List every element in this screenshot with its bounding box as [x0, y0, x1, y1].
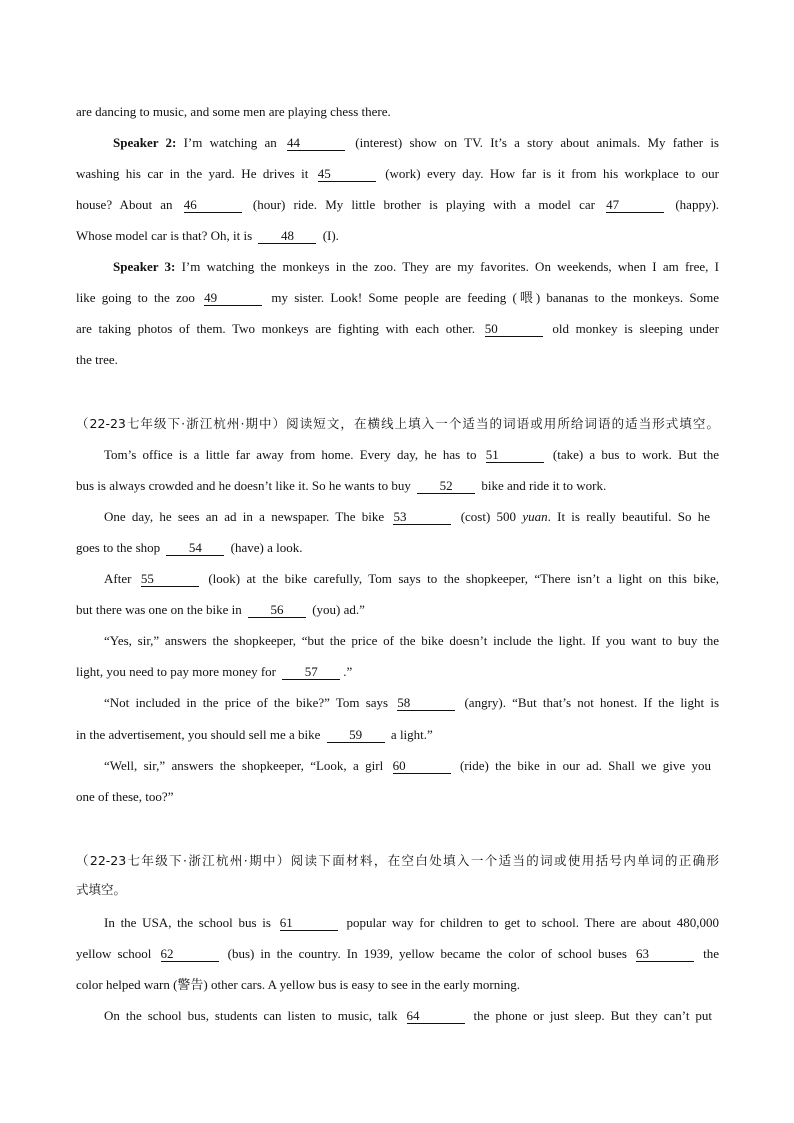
p1-line-0: are dancing to music, and some men are playing chess there.: [76, 104, 391, 119]
speaker-3-label: Speaker 3:: [113, 259, 176, 274]
p1-line-8: the tree.: [76, 352, 118, 367]
blank-52[interactable]: 52: [417, 478, 475, 494]
blank-57[interactable]: 57: [282, 664, 340, 680]
blank-60[interactable]: 60: [393, 758, 451, 774]
p1-line-7: are taking photos of them. Two monkeys are fighting with each other. 50 old monkey is sleeping under: [76, 321, 720, 336]
blank-54[interactable]: 54: [166, 540, 224, 556]
p1-line-4: Whose model car is that? Oh, it is 48 (I).: [76, 228, 339, 243]
blank-55[interactable]: 55: [141, 571, 199, 587]
blank-62[interactable]: 62: [161, 946, 219, 962]
p3-header-line-1: （22-23七年级下·浙江杭州·期中）阅读下面材料，在空白处填入一个适当的词或使用括号内单词的正确形: [76, 853, 719, 868]
blank-50[interactable]: 50: [485, 321, 543, 337]
blank-47[interactable]: 47: [606, 197, 664, 213]
p3-line-4: On the school bus, students can listen to music, talk 64 the phone or just sleep. But they can’t put: [104, 1008, 713, 1023]
p1-line-5: Speaker 3: I’m watching the monkeys in the zoo. They are my favorites. On weekends, when I am free, I: [113, 259, 719, 274]
blank-46[interactable]: 46: [184, 197, 242, 213]
blank-49[interactable]: 49: [204, 290, 262, 306]
p2-line-6: but there was one on the bike in 56 (you) ad.”: [76, 602, 365, 617]
p2-header: （22-23七年级下·浙江杭州·期中）阅读短文，在横线上填入一个适当的词语或用所给词语的适当形式填空。: [76, 416, 719, 431]
p1-line-1: Speaker 2: I’m watching an 44 (interest) show on TV. It’s a story about animals. My father is: [113, 135, 719, 150]
blank-58[interactable]: 58: [397, 695, 455, 711]
p3-line-3: color helped warn (警告) other cars. A yellow bus is easy to see in the early morning.: [76, 977, 521, 992]
p2-line-10: in the advertisement, you should sell me a bike 59 a light.”: [76, 727, 433, 742]
p2-line-4: goes to the shop 54 (have) a look.: [76, 540, 303, 555]
p3-line-1: In the USA, the school bus is 61 popular way for children to get to school. There are about 480,000: [104, 915, 720, 930]
p2-line-11: “Well, sir,” answers the shopkeeper, “Look, a girl 60 (ride) the bike in our ad. Shall we give you: [104, 758, 712, 773]
p3-line-2: yellow school 62 (bus) in the country. In 1939, yellow became the color of school buses 63 the: [76, 946, 720, 961]
p2-line-3: One day, he sees an ad in a newspaper. The bike 53 (cost) 500 yuan. It is really beautiful. So he: [104, 509, 711, 524]
p2-line-7: “Yes, sir,” answers the shopkeeper, “but the price of the bike doesn’t include the light. If you want to buy the: [104, 633, 719, 648]
p3-header-line-2: 式填空。: [76, 882, 127, 897]
blank-59[interactable]: 59: [327, 727, 385, 743]
blank-44[interactable]: 44: [287, 135, 345, 151]
speaker-2-label: Speaker 2:: [113, 135, 177, 150]
blank-51[interactable]: 51: [486, 447, 544, 463]
p2-line-2: bus is always crowded and he doesn’t like it. So he wants to buy 52 bike and ride it to work.: [76, 478, 607, 493]
blank-56[interactable]: 56: [248, 602, 306, 618]
p1-line-2: washing his car in the yard. He drives it 45 (work) every day. How far is it from his workplace to our: [76, 166, 719, 181]
p2-line-9: “Not included in the price of the bike?” Tom says 58 (angry). “But that’s not honest. If the light is: [104, 695, 720, 710]
blank-64[interactable]: 64: [407, 1008, 465, 1024]
blank-61[interactable]: 61: [280, 915, 338, 931]
p1-line-6: like going to the zoo 49 my sister. Look! Some people are feeding (喂) bananas to the monkeys. Some: [76, 290, 720, 305]
p2-line-8: light, you need to pay more money for 57 .”: [76, 664, 353, 679]
blank-48[interactable]: 48: [258, 228, 316, 244]
p2-line-1: Tom’s office is a little far away from home. Every day, he has to 51 (take) a bus to work. But the: [104, 447, 719, 462]
p1-line-3: house? About an 46 (hour) ride. My little brother is playing with a model car 47 (happy).: [76, 197, 720, 212]
blank-45[interactable]: 45: [318, 166, 376, 182]
p2-line-5: After 55 (look) at the bike carefully, Tom says to the shopkeeper, “There isn’t a light on this bike,: [104, 571, 719, 586]
blank-63[interactable]: 63: [636, 946, 694, 962]
blank-53[interactable]: 53: [393, 509, 451, 525]
p2-line-12: one of these, too?”: [76, 789, 174, 804]
